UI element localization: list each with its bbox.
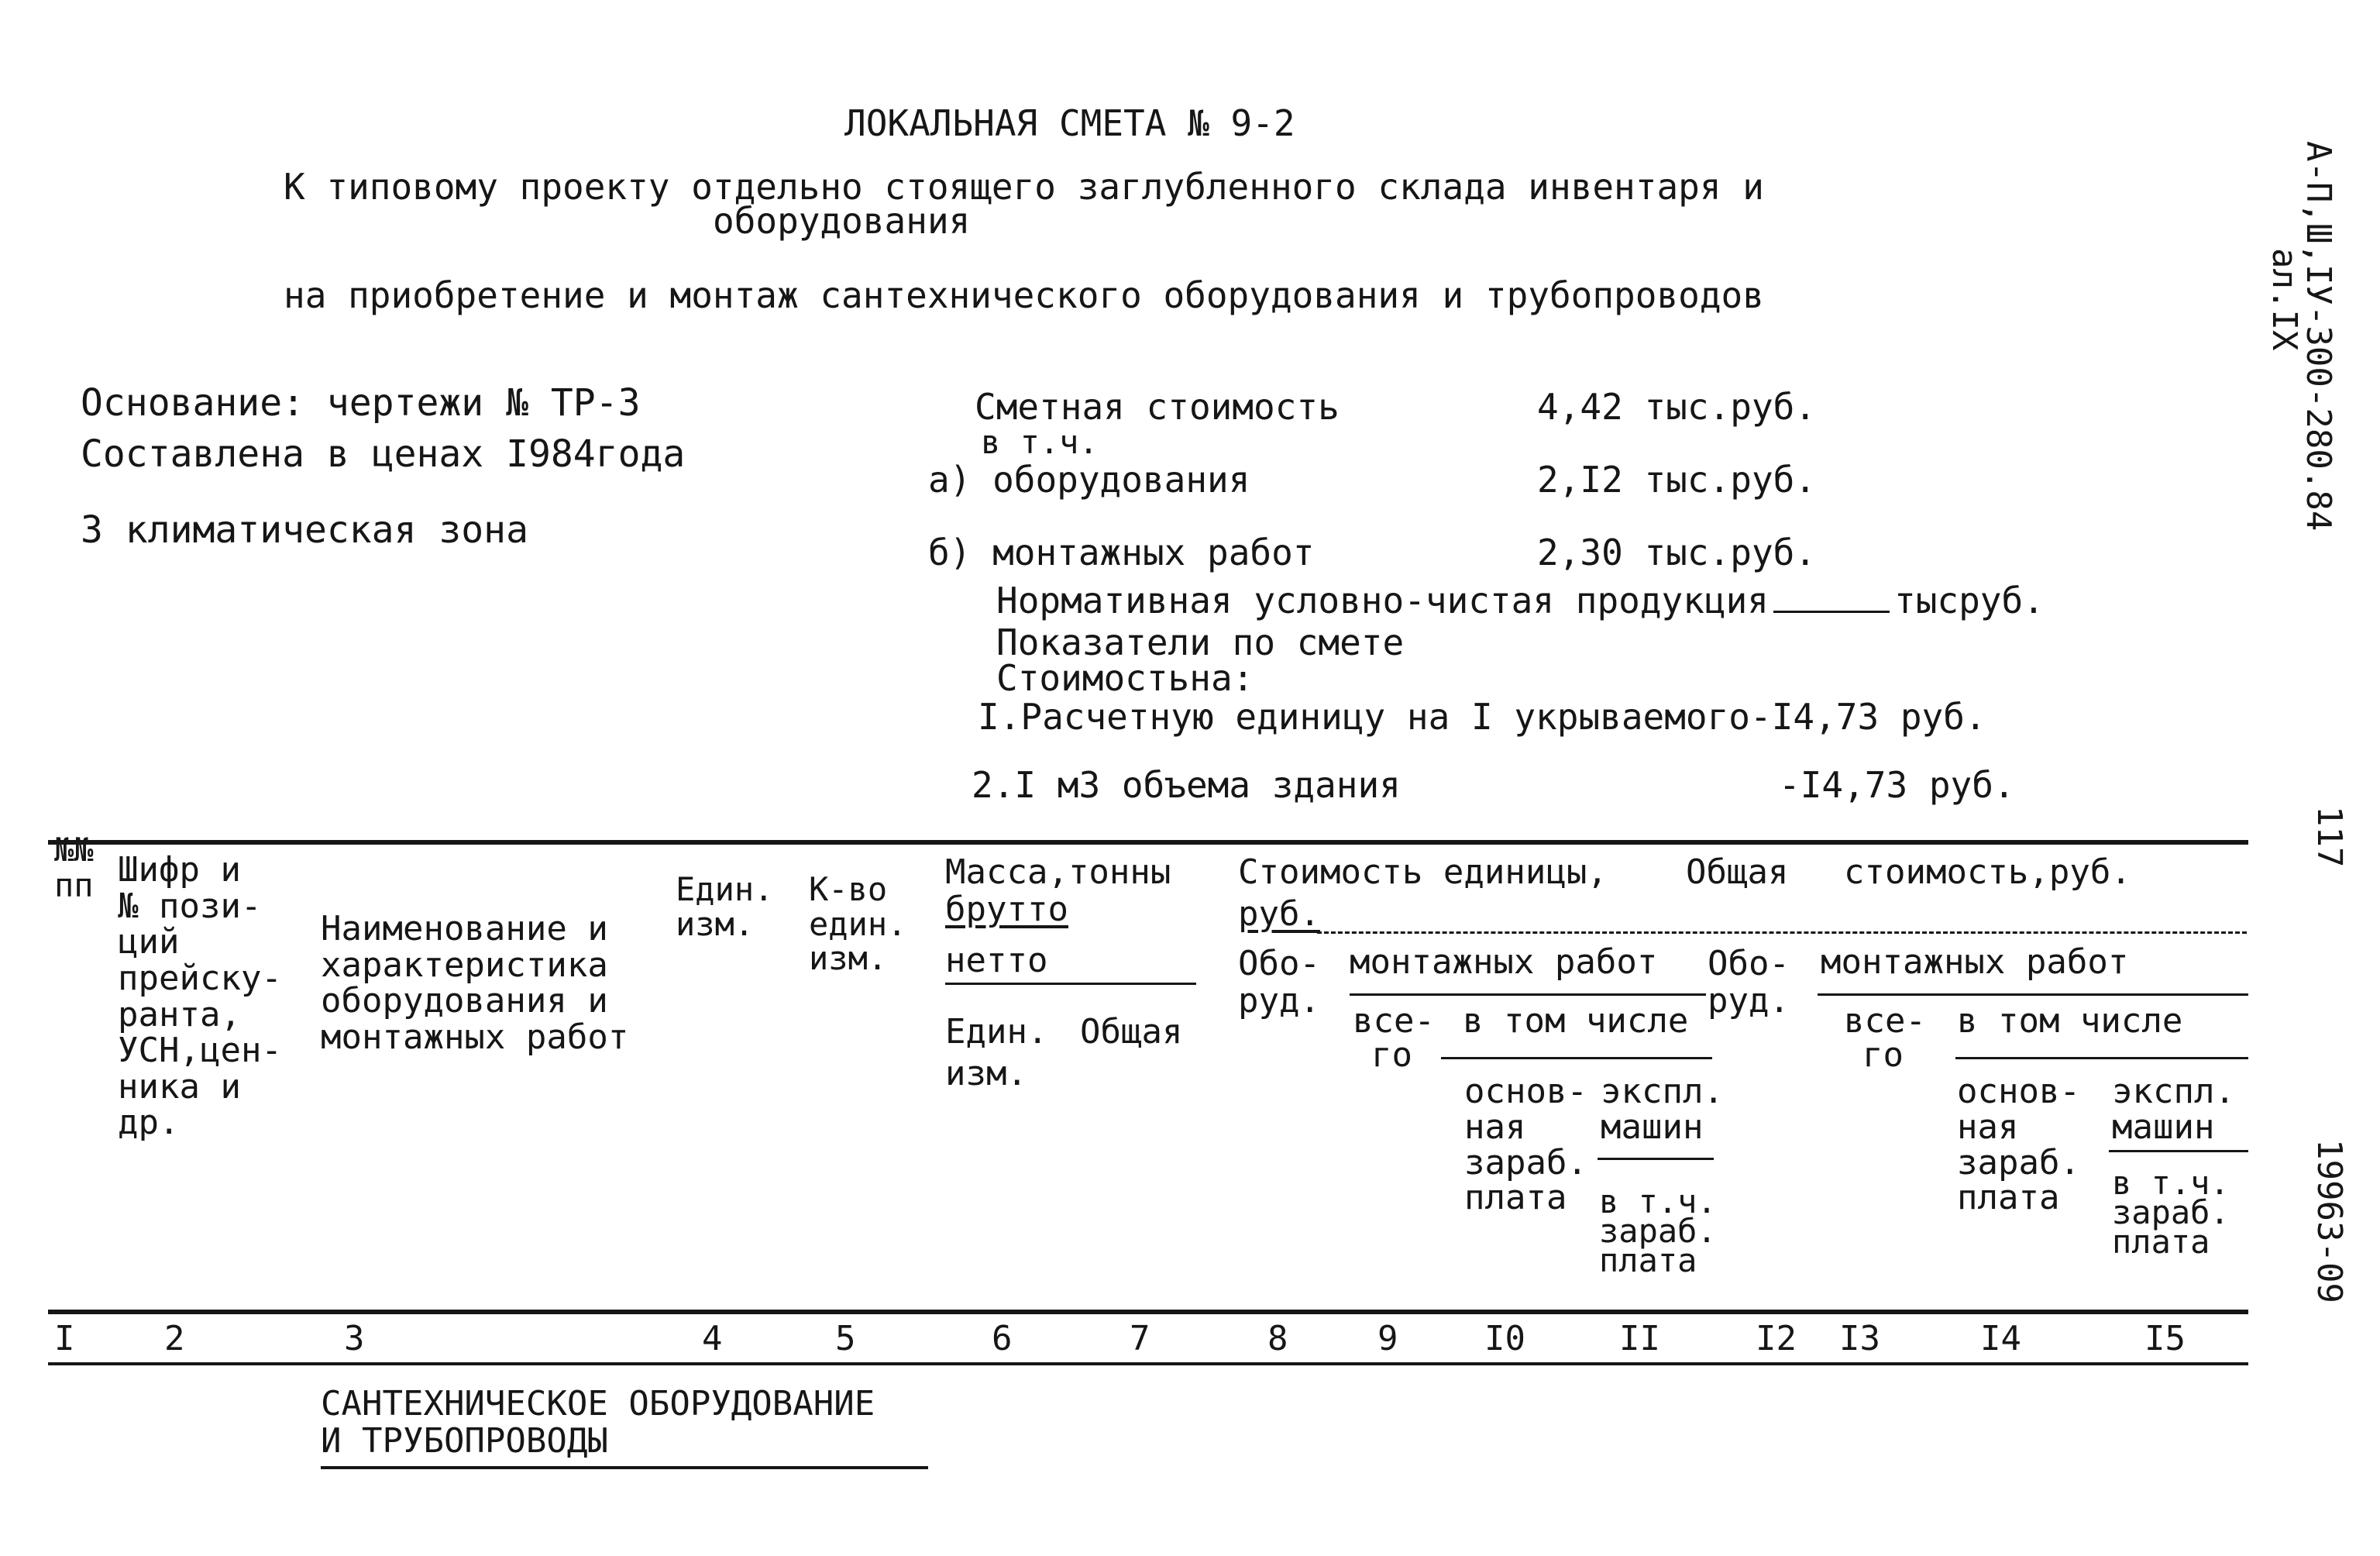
machine-wage-1-line-1: в т.ч. [1599,1182,1717,1220]
mass-brutto: брутто [945,890,1068,929]
install-works-1-rule [1350,993,1706,996]
quantity-header [809,870,907,978]
basic-wage-2-header [1957,1074,2080,1216]
unit-header-line-1: Един. [676,870,774,908]
code-header-line-7: ника и [118,1066,241,1107]
unit-cost-header: Стоимость единицы, [1238,852,1608,892]
basic-wage-1-line-3: зараб. [1464,1142,1587,1182]
code-header [118,852,282,1141]
mass-unit-2: изм. [945,1054,1027,1093]
mass-netto: нетто [945,941,1048,980]
name-header-line-4: монтажных работ [321,1017,629,1057]
section-title-rule [321,1466,928,1469]
machine-2-line-2: машин [2112,1107,2215,1147]
section-title-line-1: САНТЕХНИЧЕСКОЕ ОБОРУДОВАНИЕ [321,1384,875,1423]
name-header [321,911,628,1056]
mass-header: Масса,тонны [945,852,1171,892]
col-num-12: I2 [1756,1319,1797,1358]
indicators-label: Показатели по смете [996,621,1405,663]
machine-wage-1-header [1599,1182,1717,1279]
col-num-4: 4 [702,1319,723,1358]
indicator-2-label: 2.I м3 объема здания [972,764,1401,806]
install-works-2-rule [1818,993,2248,996]
cost-per-label: Стоимостьна: [996,657,1254,699]
col-num-6: 6 [992,1319,1013,1358]
basic-wage-1-line-4: плата [1464,1178,1567,1218]
install-works-2-header: монтажных работ [1821,942,2129,982]
basis-text: Основание: чертежи № ТР-3 [81,381,641,425]
total-2-line-2: го [1862,1035,1904,1075]
quantity-header-line-1: К-во [809,870,888,908]
col-num-13: I3 [1839,1319,1880,1358]
column-numbers-rule [48,1362,2248,1365]
col-num-7: 7 [1130,1319,1150,1358]
total-cost-rub: стоимость,руб. [1844,852,2131,892]
machine-1-line-2: машин [1601,1107,1704,1147]
subtitle-line-1: К типовому проекту отдельно стоящего заглубленного склада инвентаря и [284,166,1764,208]
project-code: А-П,Ш,ІУ-300-280.84 [2299,141,2338,532]
mass-unit: Един. [945,1012,1048,1052]
machine-wage-1-line-2: зараб. [1599,1211,1717,1250]
project-sheet: ал.IX [2265,248,2304,351]
indicator-2-value: -I4,73 руб. [1779,764,2015,806]
basic-wage-2-line-2: ная [1957,1107,2019,1147]
prices-text: Составлена в ценах I984года [81,432,686,476]
equipment-2-line-1: Обо- [1708,944,1790,983]
install-cost-label: б) монтажных работ [928,532,1315,573]
col-num-3: 3 [344,1319,365,1358]
unit-cost-rub: руб. [1238,894,1320,934]
normative-product-label: Нормативная условно-чистая продукция [996,580,1769,621]
estimate-cost-value: 4,42 тыс.руб. [1537,386,1817,428]
incl-1-rule [1441,1057,1712,1059]
code-header-line-6: УСН,цен- [118,1031,282,1071]
normative-product-line [996,580,2045,621]
machine-1-header [1601,1074,1724,1145]
cost-dashed-rule [1317,931,2247,934]
equipment-1-header [1238,945,1320,1021]
col-number-header-line-1: №№ [54,831,94,869]
machine-wage-2-line-3: плата [2112,1222,2210,1261]
install-cost-value: 2,30 тыс.руб. [1537,532,1817,573]
basic-wage-1-header [1464,1074,1587,1216]
col-num-11: II [1619,1319,1660,1358]
quantity-header-line-2: един. [809,904,907,943]
estimate-cost-label: Сметная стоимость [975,386,1340,428]
basic-wage-1-line-2: ная [1464,1107,1526,1147]
netto-rule [945,983,1196,985]
install-works-1-header: монтажных работ [1350,942,1658,982]
col-num-2: 2 [164,1319,185,1358]
total-1-line-2: го [1371,1035,1412,1075]
incl-2-header: в том числе [1957,1001,2183,1041]
col-num-15: I5 [2144,1319,2186,1358]
quantity-header-line-3: изм. [809,939,888,978]
indicator-1: I.Расчетную единицу на I укрываемого-I4,73 руб. [978,696,1986,738]
col-number-header [54,831,94,904]
col-num-5: 5 [835,1319,856,1358]
code-header-line-4: прейску- [118,958,282,998]
name-header-line-1: Наименование и [321,909,608,948]
document-title: ЛОКАЛЬНАЯ СМЕТА № 9-2 [844,102,1295,144]
col-num-1: I [54,1319,75,1358]
basic-wage-1-line-1: основ- [1464,1072,1587,1111]
incl-label: в т.ч. [981,423,1099,461]
name-header-line-2: характеристика [321,945,608,985]
machine-1-rule [1598,1158,1714,1160]
machine-2-line-1: экспл. [2112,1072,2235,1111]
climate-zone-text: 3 климатическая зона [81,508,528,552]
machine-2-header [2112,1074,2235,1145]
col-num-14: I4 [1980,1319,2021,1358]
code-header-line-8: др. [118,1103,180,1143]
basic-wage-2-line-4: плата [1957,1178,2060,1218]
subtitle-line-2: оборудования [713,200,971,242]
col-num-8: 8 [1267,1319,1288,1358]
normative-unit: тысруб. [1894,580,2045,621]
basic-wage-2-line-3: зараб. [1957,1142,2080,1182]
total-cost-header: Общая [1686,852,1789,892]
name-header-line-3: оборудования и [321,981,608,1021]
total-1-line-1: все- [1353,1001,1435,1041]
mass-total: Общая [1080,1012,1183,1052]
header-bottom-rule [48,1310,2248,1314]
total-2-line-1: все- [1844,1001,1926,1041]
equipment-2-line-2: руд. [1708,981,1790,1021]
col-num-10: I0 [1484,1319,1525,1358]
document-number: 19963-09 [2309,1139,2349,1303]
unit-header-line-2: изм. [676,904,755,943]
equipment-cost-label: а) оборудования [928,459,1250,501]
machine-wage-1-line-3: плата [1599,1241,1697,1279]
unit-header [676,870,774,943]
col-number-header-line-2: пп [54,866,94,904]
equipment-1-line-2: руд. [1238,981,1320,1021]
machine-wage-2-line-1: в т.ч. [2112,1164,2230,1202]
section-title-line-2: И ТРУБОПРОВОДЫ [321,1421,608,1461]
basic-wage-2-line-1: основ- [1957,1072,2080,1111]
subtitle-line-3: на приобретение и монтаж сантехнического оборудования и трубопроводов [284,274,1764,316]
machine-1-line-1: экспл. [1601,1072,1724,1111]
equipment-2-header [1708,945,1790,1021]
page-number: 117 [2309,806,2349,868]
code-header-line-2: № пози- [118,886,262,926]
incl-2-rule [1955,1057,2248,1059]
code-header-line-1: Шифр и [118,850,241,890]
machine-2-rule [2109,1150,2248,1152]
code-header-line-3: ций [118,922,180,962]
normative-blank [1773,611,1890,613]
machine-wage-2-header [2112,1164,2230,1261]
equipment-1-line-1: Обо- [1238,944,1320,983]
total-2-header [1844,1001,1926,1075]
table-top-rule [48,840,2248,845]
machine-wage-2-line-2: зараб. [2112,1193,2230,1231]
incl-1-header: в том числе [1463,1001,1689,1041]
equipment-cost-value: 2,I2 тыс.руб. [1537,459,1817,501]
col-num-9: 9 [1377,1319,1398,1358]
code-header-line-5: ранта, [118,994,241,1034]
total-1-header [1353,1001,1435,1075]
